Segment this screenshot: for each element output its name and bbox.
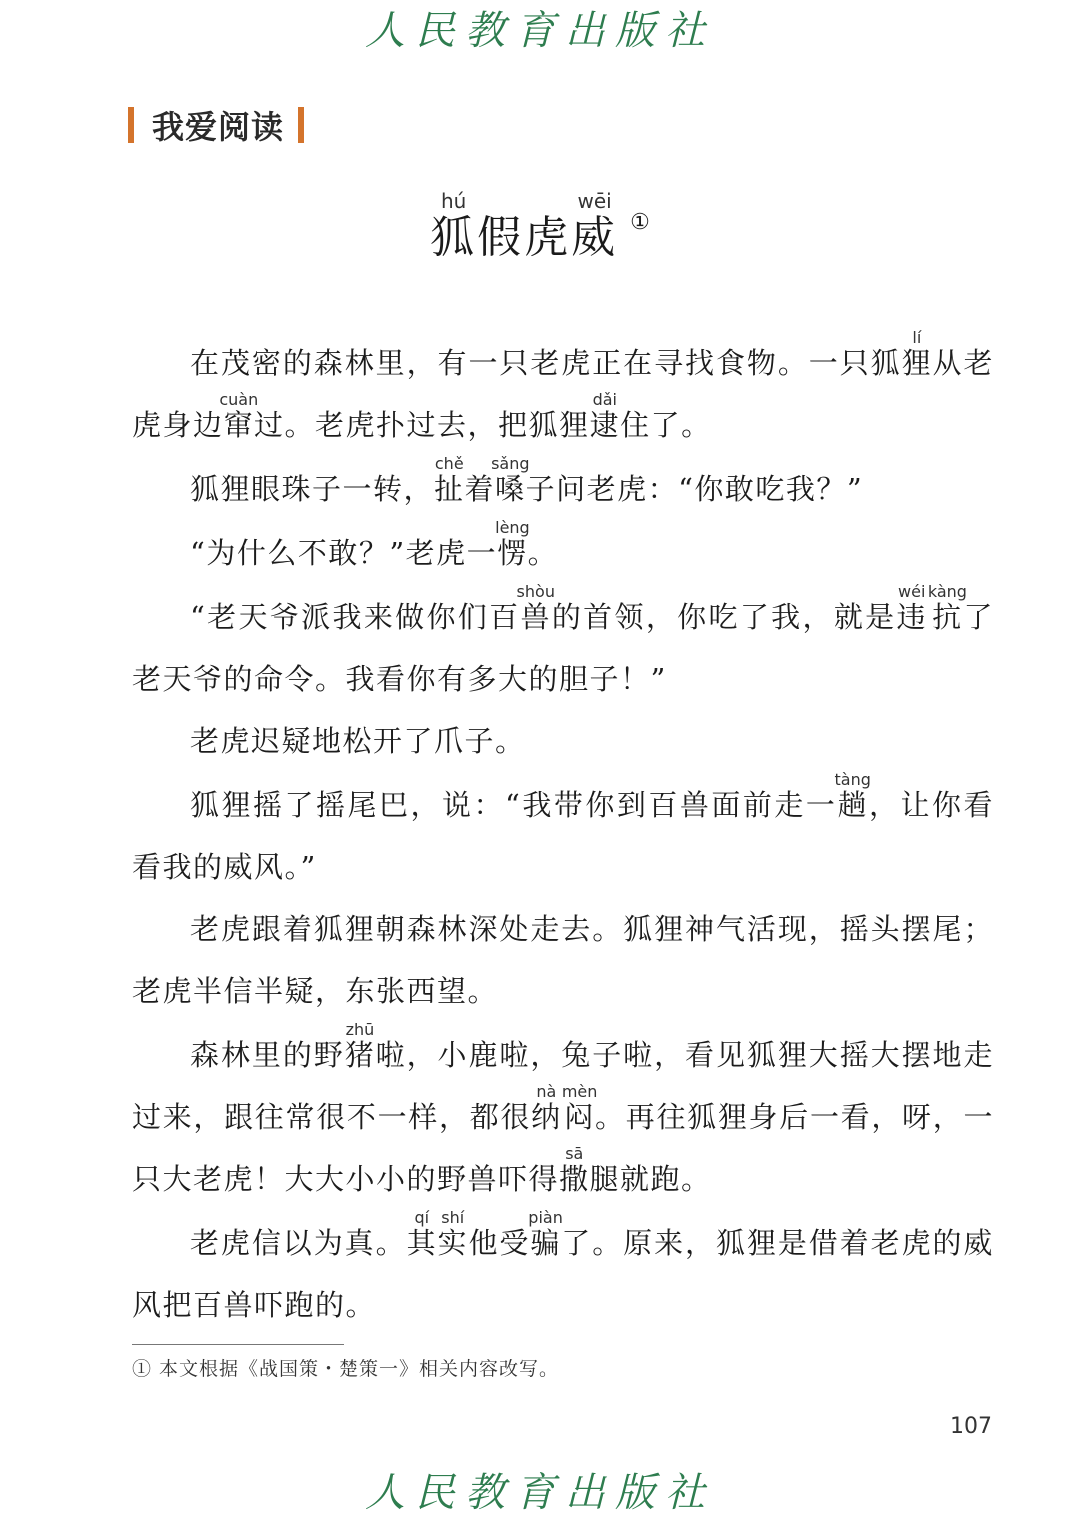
text-run: 老虎迟疑地松开了爪子。 [190, 724, 526, 758]
title-char-with-pinyin: 威wēi [571, 189, 619, 263]
text-run: 狐狸摇了摇尾巴，说：“我带你到百兽面前走一 [190, 788, 838, 822]
title-char: 假 [477, 212, 525, 263]
section-tag [128, 104, 304, 146]
publisher-watermark-top: 人民教育出版社 [365, 8, 715, 54]
pinyin-annotation: kàng [927, 582, 967, 601]
tag-bar-left [128, 107, 134, 143]
pinyin-annotation: zhū [344, 1020, 376, 1039]
pinyin-annotation: hú [430, 189, 478, 213]
pinyin-annotation: mèn [561, 1082, 598, 1101]
tag-bar-right [298, 107, 304, 143]
story-paragraph [132, 710, 994, 772]
story-title-wrap [0, 189, 1080, 265]
text-run: 了老天爷的命令。我看你有多大的胆子！” [132, 600, 994, 696]
char-with-pinyin: 嗓sǎng [491, 454, 530, 506]
text-run: 。再往狐狸身后一看，呀，一只大老虎！大大小小的野兽吓得 [132, 1100, 994, 1196]
story-title [430, 189, 619, 265]
text-run: 腿就跑。 [589, 1162, 712, 1196]
char-with-pinyin: 实shí [437, 1208, 469, 1260]
story-body [132, 330, 994, 1336]
text-run: 老虎信以为真。 [190, 1226, 407, 1260]
text-run: 子问老虎：“你敢吃我？” [525, 472, 864, 506]
char-with-pinyin: 骗piàn [528, 1208, 563, 1260]
story-paragraph [132, 1210, 994, 1336]
story-paragraph [132, 520, 994, 584]
footnote-divider [132, 1344, 344, 1345]
pinyin-annotation: tàng [834, 770, 871, 789]
text-run: 着 [464, 472, 496, 506]
text-run: 啦，小鹿啦，兔子啦，看见狐狸大摇大摆地走过来，跟往常很不一样，都很 [132, 1038, 994, 1134]
text-run: “老天爷派我来做你们百 [190, 600, 521, 634]
pinyin-annotation: cuàn [219, 390, 259, 409]
title-char-with-pinyin: 狐hú [430, 189, 478, 263]
pinyin-annotation: qí [406, 1208, 438, 1227]
char-with-pinyin: 其qí [406, 1208, 438, 1260]
story-paragraph [132, 898, 994, 1022]
text-run: 老虎跟着狐狸朝森林深处走去。狐狸神气活现，摇头摆尾；老虎半信半疑，东张西望。 [132, 912, 994, 1008]
char-with-pinyin: 窜cuàn [219, 390, 259, 442]
text-run: 过。老虎扑过去，把狐狸 [254, 408, 590, 442]
char-with-pinyin: 猪zhū [344, 1020, 376, 1072]
text-run: 住了。 [620, 408, 712, 442]
text-run: 的首领，你吃了我，就是 [551, 600, 897, 634]
pinyin-annotation: sā [559, 1144, 590, 1163]
pinyin-annotation: shí [437, 1208, 469, 1227]
story-paragraph [132, 330, 994, 456]
text-run: 森林里的野 [190, 1038, 345, 1072]
pinyin-annotation: dǎi [589, 390, 621, 409]
story-paragraph [132, 772, 994, 898]
text-run: 他受 [468, 1226, 531, 1260]
page-number: 107 [950, 1414, 992, 1439]
text-run: 了。原来，狐狸是借着老虎的威风把百兽吓跑的。 [132, 1226, 994, 1322]
char-with-pinyin: 兽shòu [516, 582, 555, 634]
char-with-pinyin: 抗kàng [927, 582, 967, 634]
pinyin-annotation: lèng [495, 518, 530, 537]
pinyin-annotation: sǎng [491, 454, 530, 473]
text-run: 在茂密的森林里，有一只老虎正在寻找食物。一只狐 [190, 346, 902, 380]
section-tag-label: 我爱阅读 [152, 108, 285, 146]
char-with-pinyin: 违wéi [896, 582, 928, 634]
pinyin-annotation: shòu [516, 582, 555, 601]
pinyin-annotation: nà [531, 1082, 562, 1101]
publisher-watermark-bottom: 人民教育出版社 [365, 1470, 715, 1516]
text-run: “为什么不敢？”老虎一 [190, 536, 498, 570]
story-paragraph [132, 584, 994, 710]
pinyin-annotation: wēi [571, 189, 619, 213]
text-run: ，让你看看我的威风。” [132, 788, 994, 884]
char-with-pinyin: 闷mèn [561, 1082, 598, 1134]
story-paragraph [132, 456, 994, 520]
footnote: ① 本文根据《战国策・楚策一》相关内容改写。 [132, 1358, 560, 1380]
char-with-pinyin: 纳nà [531, 1082, 562, 1134]
pinyin-annotation: piàn [528, 1208, 563, 1227]
text-run: 狐狸眼珠子一转， [190, 472, 435, 506]
char-with-pinyin: 撒sā [559, 1144, 590, 1196]
title-char: 虎 [524, 212, 572, 263]
char-with-pinyin: 愣lèng [495, 518, 530, 570]
pinyin-annotation: lí [901, 328, 933, 347]
char-with-pinyin: 趟tàng [834, 770, 871, 822]
char-with-pinyin: 狸lí [901, 328, 933, 380]
text-run: 。 [527, 536, 559, 570]
text-run: 从老虎身边 [132, 346, 994, 442]
pinyin-annotation: chě [434, 454, 465, 473]
pinyin-annotation: wéi [896, 582, 927, 601]
story-paragraph [132, 1022, 994, 1210]
char-with-pinyin: 逮dǎi [589, 390, 621, 442]
char-with-pinyin: 扯chě [434, 454, 465, 506]
title-footnote-marker: ① [630, 210, 650, 235]
